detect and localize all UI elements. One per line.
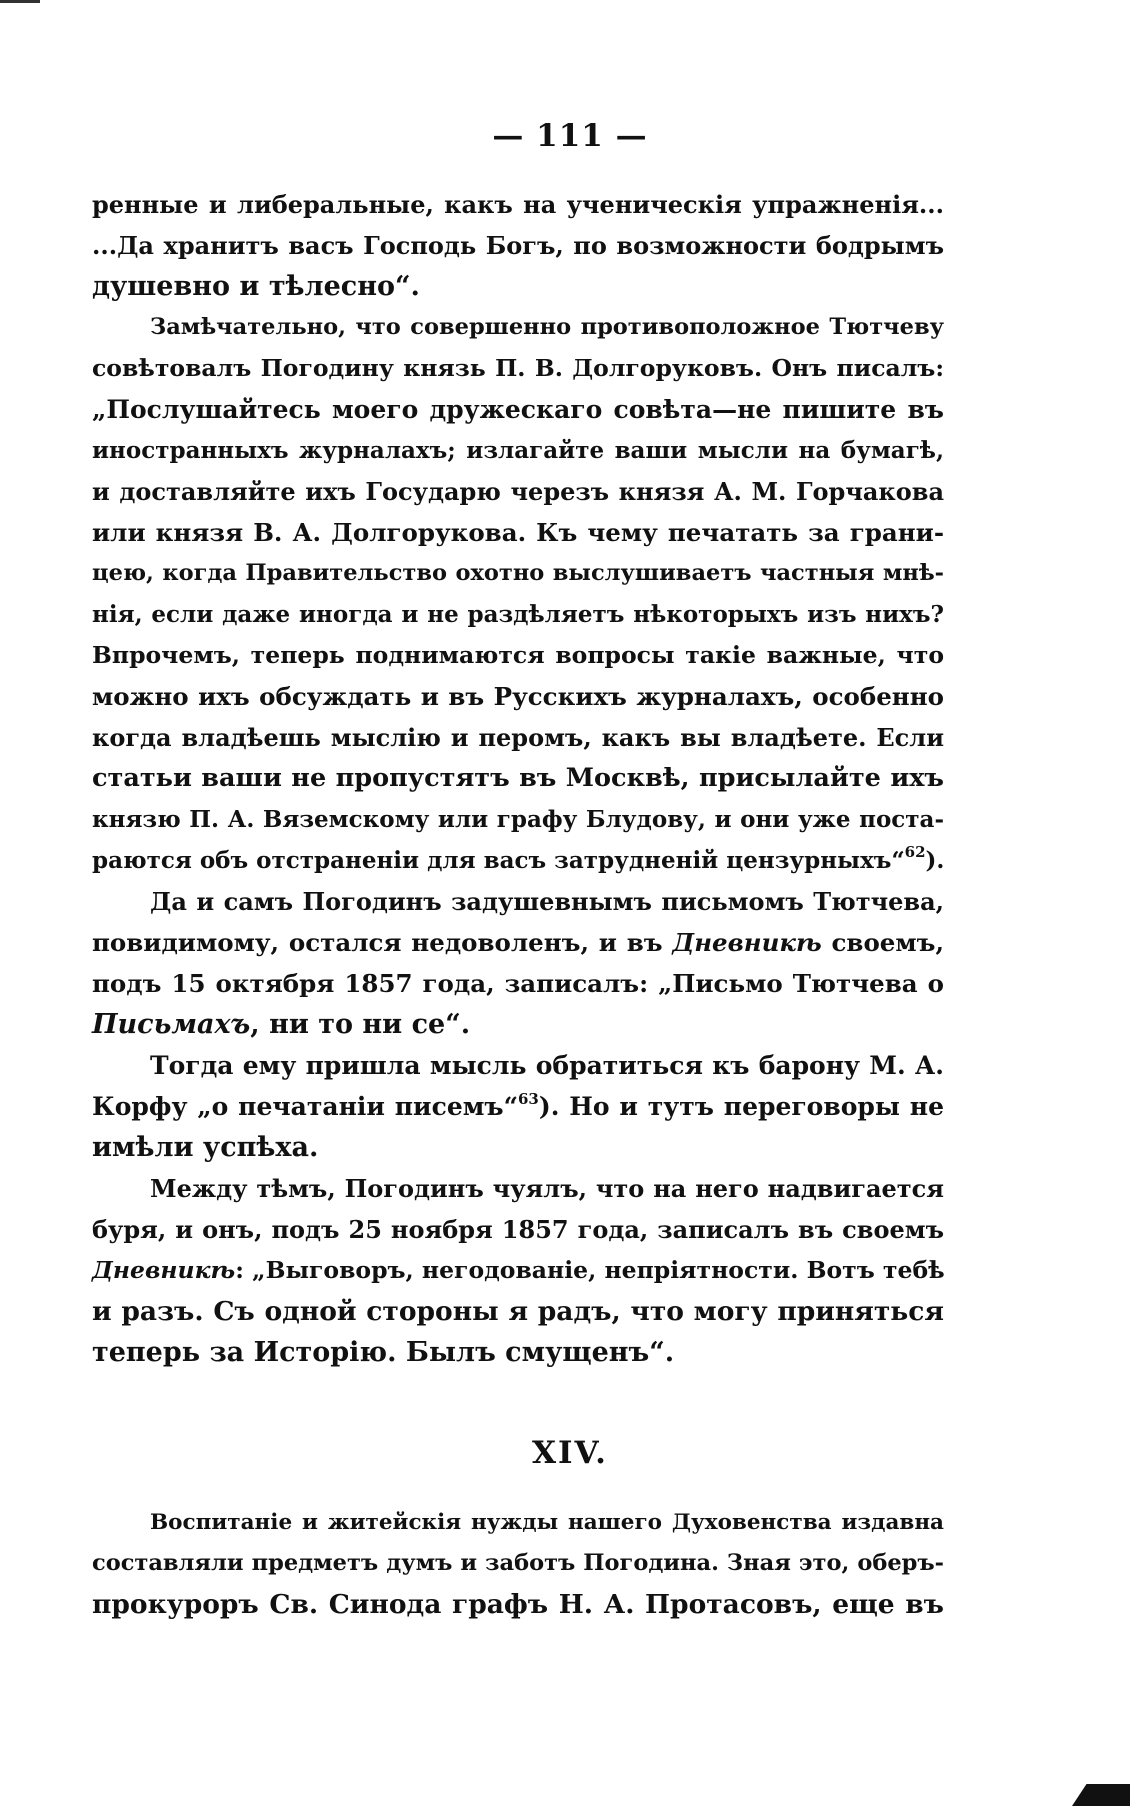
text-line [92, 840, 944, 881]
section-heading: XIV. [532, 1435, 608, 1471]
text-span: своемъ, [831, 928, 944, 957]
text-span: : „Выговоръ, негодованіе, непріятности. Вотъ тебѣ [235, 1256, 945, 1284]
text-line: имѣли успѣха. [92, 1132, 319, 1163]
text-span: , ни то ни се“. [250, 1009, 471, 1040]
paragraph-start: Воспитаніе и житейскія нужды нашего Духовенства издавна [150, 1510, 944, 1535]
text-line: душевно и тѣлесно“. [92, 271, 420, 302]
text-line: цею, когда Правительство охотно выслушиваетъ частныя мнѣ- [92, 560, 944, 586]
text-line: составляли предметъ думъ и заботъ Погодина. Зная это, оберъ- [92, 1550, 944, 1576]
text-line: или князя В. А. Долгорукова. Къ чему печатать за грани- [92, 518, 944, 547]
text-line: теперь за Исторію. Былъ смущенъ“. [92, 1337, 675, 1368]
italic-title: Письмахъ [92, 1009, 251, 1040]
text-line: буря, и онъ, подъ 25 ноября 1857 года, записалъ въ своемъ [92, 1215, 944, 1244]
text-span: Корфу „о печатаніи писемъ“ [92, 1092, 518, 1121]
text-line: совѣтовалъ Погодину князь П. В. Долгоруковъ. Онъ писалъ: [92, 354, 944, 382]
text-line: ...Да хранитъ васъ Господь Богъ, по возможности бодрымъ [92, 231, 944, 260]
section-text [92, 1502, 944, 1625]
text-line: когда владѣешь мыслію и перомъ, какъ вы владѣете. Если [92, 723, 944, 752]
text-line: и доставляйте ихъ Государю черезъ князя А. М. Горчакова [92, 477, 944, 506]
text-line: нія, если даже иногда и не раздѣляетъ нѣкоторыхъ изъ нихъ? [92, 601, 944, 628]
text-line: и разъ. Съ одной стороны я радъ, что могу приняться [92, 1296, 944, 1327]
scan-edge-mark [0, 0, 40, 3]
body-text [92, 184, 944, 1373]
text-line: Впрочемъ, теперь поднимаются вопросы такіе важные, что [92, 641, 944, 669]
text-line: ренные и либеральные, какъ на ученическія упражненія... [92, 190, 944, 219]
footnote-ref: 63 [518, 1090, 539, 1108]
paragraph-start: Тогда ему пришла мысль обратиться къ барону М. А. [150, 1051, 944, 1080]
text-line [92, 922, 944, 963]
footnote-ref: 62 [904, 843, 926, 861]
paragraph-start: Замѣчательно, что совершенно противоположное Тютчеву [150, 314, 944, 340]
text-span: ). [925, 847, 945, 874]
text-line: прокуроръ Св. Синода графъ Н. А. Протасовъ, еще въ [92, 1589, 944, 1620]
text-line: можно ихъ обсуждать и въ Русскихъ журналахъ, особенно [92, 682, 944, 711]
text-span: повидимому, остался недоволенъ, и въ [92, 928, 663, 957]
scan-corner-mark [1072, 1784, 1130, 1806]
text-line: подъ 15 октября 1857 года, записалъ: „Письмо Тютчева о [92, 969, 944, 998]
text-line [92, 1250, 944, 1291]
paragraph-start: Да и самъ Погодинъ задушевнымъ письмомъ Тютчева, [150, 887, 944, 916]
text-span: ). Но и тутъ переговоры не [538, 1092, 944, 1121]
text-line [92, 1004, 944, 1045]
text-line: князю П. А. Вяземскому или графу Блудову, и они уже поста- [92, 806, 944, 833]
text-line: статьи ваши не пропустятъ въ Москвѣ, присылайте ихъ [92, 763, 944, 793]
page-number: — 111 — [492, 118, 648, 154]
paragraph-start: Между тѣмъ, Погодинъ чуялъ, что на него надвигается [150, 1174, 944, 1203]
text-line [92, 1086, 944, 1127]
italic-title: Дневникѣ [672, 928, 822, 957]
italic-title: Дневникѣ [92, 1256, 236, 1284]
text-span: раются объ отстраненіи для васъ затрудненій цензурныхъ“ [92, 847, 905, 874]
text-line: „Послушайтесь моего дружескаго совѣта—не пишите въ [92, 395, 944, 424]
text-line: иностранныхъ журналахъ; излагайте ваши мысли на бумагѣ, [92, 437, 944, 464]
